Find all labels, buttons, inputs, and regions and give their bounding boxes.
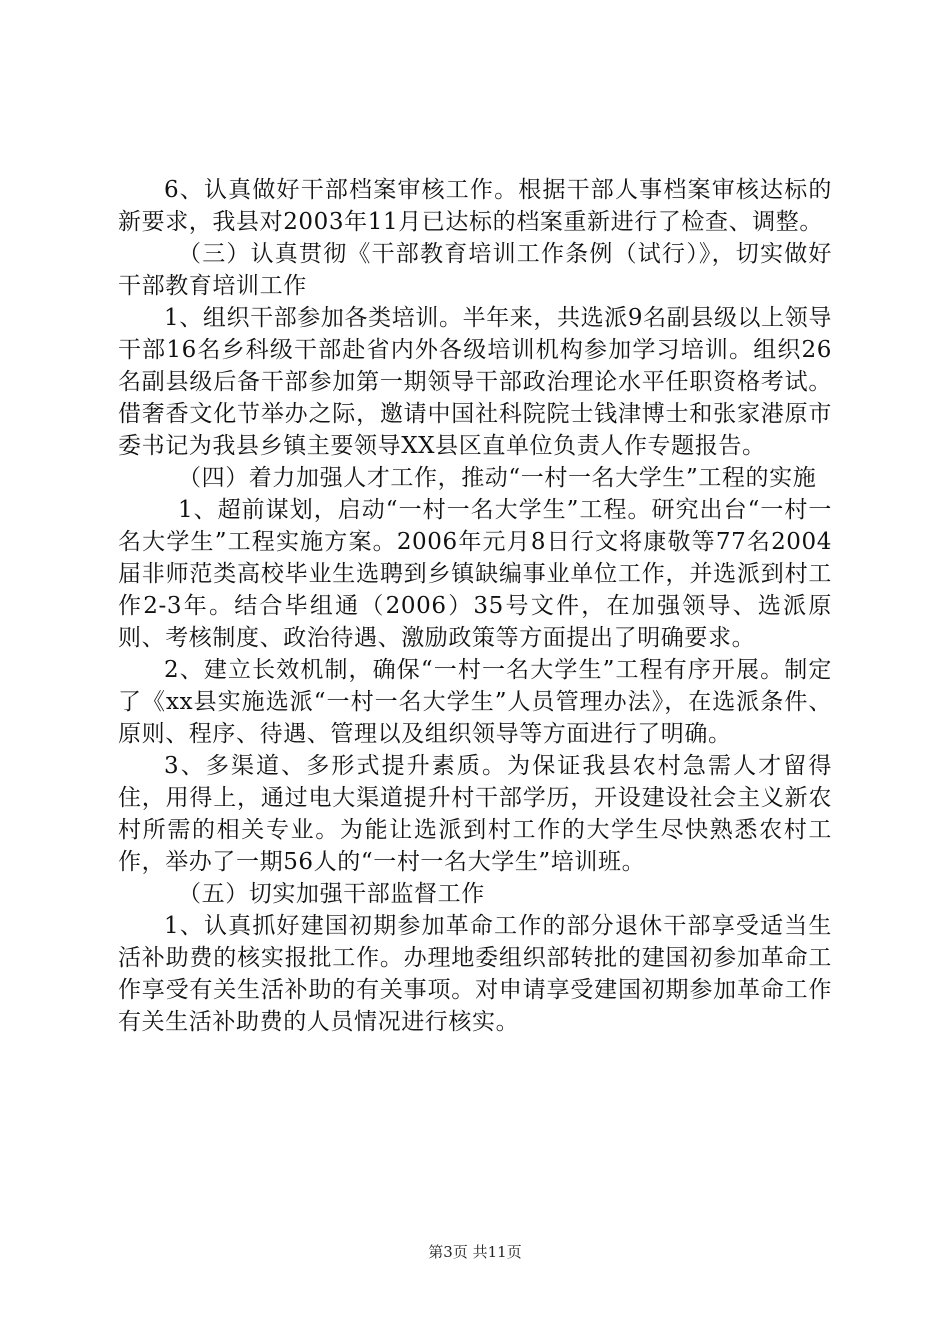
- section-heading-training: （三）认真贯彻《干部教育培训工作条例（试行）》，切实做好干部教育培训工作: [118, 241, 832, 299]
- paragraph-planning: 1、超前谋划，启动“一村一名大学生”工程。研究出台“一村一名大学生”工程实施方案。2006年元月8日行文将康敬等77名2004届非师范类高校毕业生选聘到乡镇缺编事业单位工作，并选派到村工作2-3年。结合毕组通（2006）35号文件，在加强领导、选派原则、考核制度、政治待遇、激励政策等方面提出了明确要求。: [118, 497, 832, 651]
- paragraph-archive-review: 6、认真做好干部档案审核工作。根据干部人事档案审核达标的新要求，我县对2003年11月已达标的档案重新进行了检查、调整。: [118, 177, 832, 235]
- paragraph-mechanism: 2、建立长效机制，确保“一村一名大学生”工程有序开展。制定了《xx县实施选派“一村一名大学生”人员管理办法》，在选派条件、原则、程序、待遇、管理以及组织领导等方面进行了明确。: [118, 657, 832, 747]
- section-heading-talent: （四）着力加强人才工作，推动“一村一名大学生”工程的实施: [178, 465, 817, 491]
- paragraph-subsidy: 1、认真抓好建国初期参加革命工作的部分退休干部享受适当生活补助费的核实报批工作。办理地委组织部转批的建国初参加革命工作享受有关生活补助的有关事项。对申请享受建国初期参加革命工作有关生活补助费的人员情况进行核实。: [118, 913, 832, 1035]
- document-body: [118, 174, 832, 1038]
- page-number-footer: 第3页 共11页: [428, 1243, 522, 1261]
- section-heading-supervision: （五）切实加强干部监督工作: [178, 881, 485, 907]
- paragraph-training: 1、组织干部参加各类培训。半年来，共选派9名副县级以上领导干部16名乡科级干部赴省内外各级培训机构参加学习培训。组织26名副县级后备干部参加第一期领导干部政治理论水平任职资格考试。借奢香文化节举办之际，邀请中国社科院院士钱津博士和张家港原市委书记为我县乡镇主要领导XX县区直单位负责人作专题报告。: [118, 305, 832, 459]
- paragraph-quality: 3、多渠道、多形式提升素质。为保证我县农村急需人才留得住，用得上，通过电大渠道提升村干部学历，开设建设社会主义新农村所需的相关专业。为能让选派到村工作的大学生尽快熟悉农村工作，举办了一期56人的“一村一名大学生”培训班。: [118, 753, 832, 875]
